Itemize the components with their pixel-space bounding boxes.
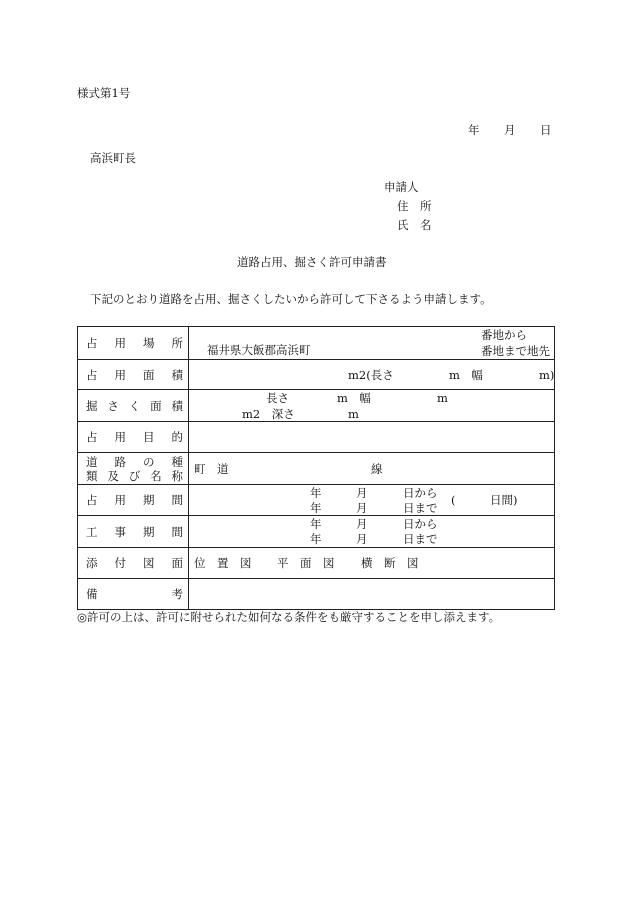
document-title: 道路占用、掘さく許可申請書: [237, 255, 387, 269]
label-char: 用: [114, 336, 126, 350]
label-location: [78, 327, 189, 360]
row-attachments: [78, 548, 555, 579]
label-char: 道: [86, 454, 98, 469]
applicant-address-label: 住 所: [397, 199, 432, 213]
label-char: く: [128, 398, 141, 413]
label-char: 面: [150, 398, 162, 413]
road-line: 線: [371, 462, 383, 476]
dig-area-length: 長さ: [266, 391, 289, 405]
label-char: 用: [114, 430, 126, 444]
dig-area-width: m 幅: [337, 391, 371, 405]
purpose-value[interactable]: [189, 422, 555, 453]
label-char: 場: [143, 336, 155, 350]
application-table: [77, 326, 555, 610]
label-char: 占: [86, 430, 98, 444]
location-from: 番地から: [481, 328, 527, 342]
dig-area-value[interactable]: [189, 390, 555, 422]
dig-area-m-depth: m: [348, 407, 359, 421]
row-occupy-period: [78, 485, 555, 516]
label-char: 期: [143, 524, 155, 539]
label-remarks: [78, 579, 189, 610]
label-char: 期: [143, 493, 155, 507]
label-char: 事: [114, 524, 126, 539]
work-period-year: 年: [310, 517, 322, 531]
location-to: 番地まで地先: [481, 344, 550, 358]
addressee: 高浜町長: [90, 151, 136, 165]
work-period-to: 日まで: [403, 532, 438, 546]
label-work-period: [78, 516, 189, 548]
applicant-name-label: 氏 名: [397, 218, 432, 232]
attachment-location-map: 位 置 図: [194, 556, 252, 570]
label-char: 面: [143, 367, 155, 382]
row-remarks: [78, 579, 555, 610]
label-char: 積: [171, 367, 183, 382]
occupy-period-year: 年: [310, 501, 322, 515]
label-char: 掘: [86, 398, 98, 413]
date-year: 年: [468, 123, 480, 137]
occupy-period-month: 月: [356, 486, 368, 500]
date-month: 月: [504, 123, 516, 137]
label-char: 称: [171, 468, 183, 483]
attachment-cross-section: 横 断 図: [361, 556, 419, 570]
label-char: 所: [171, 336, 183, 350]
road-town-road: 町 道: [194, 462, 229, 476]
occupy-area-m2: m2(長さ: [348, 368, 394, 382]
label-char: 間: [171, 493, 183, 507]
label-char: 面: [171, 556, 183, 570]
label-char: 占: [86, 493, 98, 507]
work-period-from: 日から: [403, 517, 438, 531]
label-char: 備: [86, 587, 98, 601]
occupy-area-width: m 幅: [449, 368, 483, 382]
location-town: 福井県大飯郡高浜町: [207, 343, 311, 357]
label-char: 及: [107, 468, 119, 483]
work-period-month: 月: [356, 532, 368, 546]
occupy-period-year: 年: [310, 486, 322, 500]
label-char: 付: [114, 556, 126, 570]
label-char: 用: [114, 493, 126, 507]
label-char: 目: [143, 430, 155, 444]
label-occupy-period: [78, 485, 189, 516]
occupy-period-to: 日まで: [403, 501, 438, 515]
label-char: 用: [114, 367, 126, 382]
label-char: 積: [171, 398, 183, 413]
label-char: 名: [150, 468, 162, 483]
label-attachments: [78, 548, 189, 579]
label-occupy-area: [78, 360, 189, 390]
label-char: 考: [171, 587, 183, 601]
label-dig-area: [78, 390, 189, 422]
occupy-period-from: 日から: [403, 486, 438, 500]
occupy-period-days: 日間): [490, 493, 518, 507]
label-char: 添: [86, 556, 98, 570]
attachments-value[interactable]: [189, 548, 555, 579]
label-char: 工: [86, 524, 98, 539]
road-value[interactable]: [189, 453, 555, 485]
work-period-year: 年: [310, 532, 322, 546]
dig-area-depth: m2 深さ: [242, 407, 295, 421]
row-work-period: [78, 516, 555, 548]
footnote: ◎許可の上は、許可に附せられた如何なる条件をも厳守することを申し添えます。: [77, 610, 501, 624]
work-period-value[interactable]: [189, 516, 555, 548]
row-purpose: [78, 422, 555, 453]
label-char: 種: [171, 454, 183, 469]
form-number: 様式第1号: [77, 86, 131, 100]
occupy-period-paren: (: [451, 493, 456, 507]
occupy-area-value[interactable]: [189, 360, 555, 390]
label-char: び: [128, 468, 141, 483]
work-period-month: 月: [356, 517, 368, 531]
row-location: [78, 327, 555, 360]
label-char: 間: [171, 524, 183, 539]
occupy-area-close: m): [539, 368, 555, 382]
remarks-value[interactable]: [189, 579, 555, 610]
label-char: の: [143, 454, 155, 469]
label-char: 路: [114, 454, 126, 469]
label-char: 的: [171, 430, 183, 444]
date-day: 日: [540, 123, 552, 137]
label-road: [78, 453, 189, 485]
location-value[interactable]: [189, 327, 555, 360]
dig-area-m-end: m: [437, 391, 448, 405]
occupy-period-value[interactable]: [189, 485, 555, 516]
intro-text: 下記のとおり道路を占用、掘さくしたいから許可して下さるよう申請します。: [90, 292, 492, 306]
row-dig-area: [78, 390, 555, 422]
label-char: 類: [86, 468, 98, 483]
label-char: 占: [86, 367, 98, 382]
row-road: [78, 453, 555, 485]
occupy-period-month: 月: [356, 501, 368, 515]
attachment-plan-view: 平 面 図: [277, 556, 335, 570]
label-purpose: [78, 422, 189, 453]
label-char: さ: [107, 398, 119, 413]
applicant-label: 申請人: [384, 180, 419, 194]
label-char: 占: [86, 336, 98, 350]
row-occupy-area: [78, 360, 555, 390]
label-char: 図: [143, 556, 155, 570]
